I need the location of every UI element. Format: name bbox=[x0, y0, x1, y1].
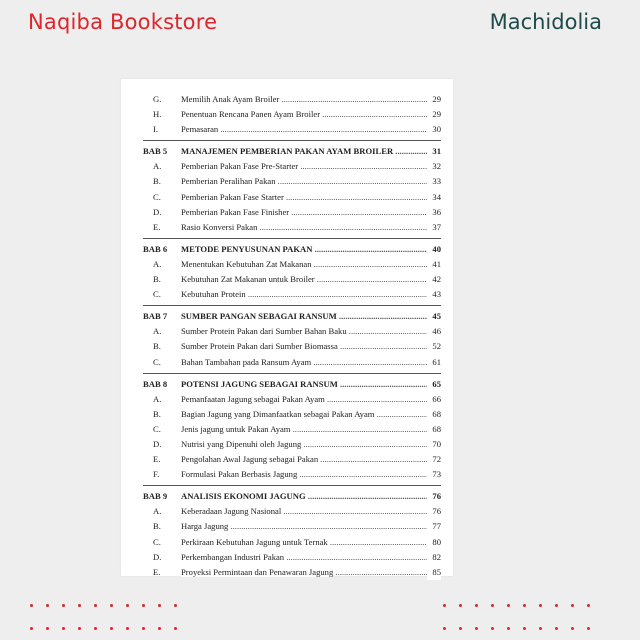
decorative-dots-left bbox=[30, 604, 177, 607]
toc-chapter-row bbox=[143, 377, 441, 392]
toc-item-row bbox=[143, 190, 441, 205]
toc-chapter-row bbox=[143, 144, 441, 159]
toc-entry-title bbox=[181, 339, 429, 354]
toc-entry-text: Keberadaan Jagung Nasional bbox=[181, 506, 282, 517]
toc-number: E. bbox=[153, 454, 161, 465]
decorative-dots-left-2 bbox=[30, 627, 177, 630]
toc-entry-title bbox=[181, 519, 429, 534]
decorative-dot bbox=[78, 627, 81, 630]
toc-number: BAB 5 bbox=[143, 146, 168, 157]
decorative-dot bbox=[523, 627, 526, 630]
toc-entry-title bbox=[181, 242, 429, 257]
toc-entry-title bbox=[181, 550, 429, 565]
toc-item-row bbox=[143, 220, 441, 235]
toc-item-row bbox=[143, 355, 441, 370]
toc-item-row bbox=[143, 107, 441, 122]
toc-entry-text: Perkiraan Kebutuhan Jagung untuk Ternak bbox=[181, 536, 328, 547]
decorative-dot bbox=[475, 604, 478, 607]
toc-item-row bbox=[143, 392, 441, 407]
decorative-dot bbox=[491, 604, 494, 607]
chapter-divider bbox=[143, 373, 441, 374]
toc-item-row bbox=[143, 422, 441, 437]
table-of-contents bbox=[143, 92, 441, 580]
toc-item-row bbox=[143, 339, 441, 354]
decorative-dot bbox=[587, 604, 590, 607]
toc-number: A. bbox=[153, 393, 162, 404]
toc-page-number: 29 bbox=[427, 107, 441, 122]
decorative-dot bbox=[110, 604, 113, 607]
decorative-dot bbox=[158, 627, 161, 630]
toc-entry-title bbox=[181, 422, 429, 437]
toc-entry-text: Harga Jagung bbox=[181, 521, 229, 532]
toc-number: B. bbox=[153, 521, 161, 532]
toc-entry-title bbox=[181, 144, 429, 159]
toc-page-number: 36 bbox=[427, 205, 441, 220]
toc-entry-text: Kebutuhan Zat Makanan untuk Broiler bbox=[181, 274, 315, 285]
toc-entry-title bbox=[181, 159, 429, 174]
toc-entry-title bbox=[181, 452, 429, 467]
decorative-dot bbox=[78, 604, 81, 607]
toc-entry-title bbox=[181, 489, 429, 504]
decorative-dot bbox=[46, 627, 49, 630]
toc-page-number: 41 bbox=[427, 257, 441, 272]
toc-entry-title bbox=[181, 324, 429, 339]
decorative-dot bbox=[459, 627, 462, 630]
toc-entry-title bbox=[181, 392, 429, 407]
toc-entry-title bbox=[181, 220, 429, 235]
decorative-dot bbox=[587, 627, 590, 630]
decorative-dot bbox=[523, 604, 526, 607]
toc-item-row bbox=[143, 535, 441, 550]
decorative-dot bbox=[62, 604, 65, 607]
toc-item-row bbox=[143, 467, 441, 482]
toc-page-number: 52 bbox=[427, 339, 441, 354]
toc-number: F. bbox=[153, 469, 160, 480]
chapter-divider bbox=[143, 305, 441, 306]
toc-entry-text: Pengolahan Awal Jagung sebagai Pakan bbox=[181, 454, 319, 465]
toc-entry-title bbox=[181, 190, 429, 205]
decorative-dot bbox=[507, 604, 510, 607]
toc-entry-text: Formulasi Pakan Berbasis Jagung bbox=[181, 469, 298, 480]
toc-entry-text: Bagian Jagung yang Dimanfaatkan sebagai Pakan Ayam bbox=[181, 408, 375, 419]
toc-entry-title bbox=[181, 437, 429, 452]
toc-entry-text: Rasio Konversi Pakan bbox=[181, 221, 258, 232]
toc-number: A. bbox=[153, 326, 162, 337]
toc-page-number: 82 bbox=[427, 550, 441, 565]
toc-entry-text: Memilih Anak Ayam Broiler bbox=[181, 94, 280, 104]
toc-entry-text: Sumber Protein Pakan dari Sumber Bahan Baku bbox=[181, 326, 347, 337]
toc-entry-title bbox=[181, 355, 429, 370]
toc-number: G. bbox=[153, 94, 162, 104]
toc-page-number: 34 bbox=[427, 190, 441, 205]
toc-number: B. bbox=[153, 176, 161, 187]
toc-entry-text: Pemasaran bbox=[181, 124, 219, 135]
toc-page-number: 70 bbox=[427, 437, 441, 452]
toc-number: BAB 8 bbox=[143, 378, 168, 389]
decorative-dot bbox=[46, 604, 49, 607]
toc-item-row bbox=[143, 519, 441, 534]
toc-entry-text: SUMBER PANGAN SEBAGAI RANSUM bbox=[181, 311, 337, 322]
toc-number: B. bbox=[153, 274, 161, 285]
decorative-dot bbox=[126, 627, 129, 630]
toc-entry-text: ANALISIS EKONOMI JAGUNG bbox=[181, 491, 306, 502]
toc-entry-text: Jenis jagung untuk Pakan Ayam bbox=[181, 423, 291, 434]
toc-entry-title bbox=[181, 377, 429, 392]
toc-entry-text: Pemanfaatan Jagung sebagai Pakan Ayam bbox=[181, 393, 325, 404]
toc-item-row bbox=[143, 257, 441, 272]
toc-number: D. bbox=[153, 206, 162, 217]
toc-entry-text: Nutrisi yang Dipenuhi oleh Jagung bbox=[181, 438, 302, 449]
toc-page-number: 80 bbox=[427, 535, 441, 550]
decorative-dot bbox=[94, 604, 97, 607]
toc-entry-title bbox=[181, 467, 429, 482]
toc-entry-title bbox=[181, 407, 429, 422]
toc-entry-title bbox=[181, 92, 429, 107]
toc-item-row bbox=[143, 92, 441, 107]
decorative-dot bbox=[555, 627, 558, 630]
toc-entry-title bbox=[181, 205, 429, 220]
toc-number: B. bbox=[153, 408, 161, 419]
toc-number: BAB 6 bbox=[143, 243, 168, 254]
toc-item-row bbox=[143, 407, 441, 422]
toc-page-number: 61 bbox=[427, 355, 441, 370]
toc-page-number: 40 bbox=[427, 242, 441, 257]
decorative-dot bbox=[571, 627, 574, 630]
toc-number: A. bbox=[153, 258, 162, 269]
decorative-dot bbox=[539, 627, 542, 630]
decorative-dot bbox=[158, 604, 161, 607]
toc-number: C. bbox=[153, 289, 161, 300]
toc-item-row bbox=[143, 174, 441, 189]
toc-entry-text: Pemberian Pakan Fase Finisher bbox=[181, 206, 290, 217]
decorative-dot bbox=[475, 627, 478, 630]
toc-entry-text: Kebutuhan Protein bbox=[181, 289, 246, 300]
toc-page-number: 76 bbox=[427, 504, 441, 519]
toc-entry-text: Proyeksi Permintaan dan Penawaran Jagung bbox=[181, 566, 334, 577]
chapter-divider bbox=[143, 140, 441, 141]
decorative-dot bbox=[174, 604, 177, 607]
toc-page-number: 33 bbox=[427, 174, 441, 189]
toc-number: I. bbox=[153, 124, 159, 135]
toc-entry-text: Pemberian Pakan Fase Pre-Starter bbox=[181, 161, 299, 172]
decorative-dot bbox=[443, 604, 446, 607]
chapter-divider bbox=[143, 485, 441, 486]
toc-page-number: 31 bbox=[427, 144, 441, 159]
toc-page-number: 65 bbox=[427, 377, 441, 392]
toc-entry-title bbox=[181, 565, 429, 580]
decorative-dot bbox=[142, 604, 145, 607]
toc-entry-text: MANAJEMEN PEMBERIAN PAKAN AYAM BROILER bbox=[181, 146, 394, 157]
decorative-dot bbox=[459, 604, 462, 607]
toc-entry-title bbox=[181, 309, 429, 324]
toc-entry-text: Pemberian Peralihan Pakan bbox=[181, 176, 276, 187]
toc-page-number: 37 bbox=[427, 220, 441, 235]
decorative-dots-right bbox=[443, 604, 590, 607]
toc-item-row bbox=[143, 437, 441, 452]
toc-page-number: 77 bbox=[427, 519, 441, 534]
toc-number: D. bbox=[153, 551, 162, 562]
toc-entry-title bbox=[181, 272, 429, 287]
toc-number: C. bbox=[153, 536, 161, 547]
toc-entry-text: Perkembangan Industri Pakan bbox=[181, 551, 285, 562]
toc-item-row bbox=[143, 550, 441, 565]
toc-page-number: 72 bbox=[427, 452, 441, 467]
toc-entry-title bbox=[181, 257, 429, 272]
toc-entry-title bbox=[181, 287, 429, 302]
toc-page-number: 42 bbox=[427, 272, 441, 287]
toc-entry-text: Penentuan Rencana Panen Ayam Broiler bbox=[181, 109, 321, 120]
toc-number: C. bbox=[153, 191, 161, 202]
toc-number: BAB 7 bbox=[143, 311, 168, 322]
toc-page-number: 76 bbox=[427, 489, 441, 504]
toc-page-number: 30 bbox=[427, 122, 441, 137]
toc-entry-text: Sumber Protein Pakan dari Sumber Biomassa bbox=[181, 341, 338, 352]
toc-page-number: 45 bbox=[427, 309, 441, 324]
toc-entry-text: Pemberian Pakan Fase Starter bbox=[181, 191, 284, 202]
toc-item-row bbox=[143, 272, 441, 287]
toc-number: E. bbox=[153, 221, 161, 232]
decorative-dot bbox=[443, 627, 446, 630]
decorative-dot bbox=[126, 604, 129, 607]
toc-item-row bbox=[143, 452, 441, 467]
brand-name: Machidolia bbox=[489, 10, 602, 34]
decorative-dot bbox=[491, 627, 494, 630]
toc-entry-title bbox=[181, 504, 429, 519]
toc-number: E. bbox=[153, 566, 161, 577]
toc-chapter-row bbox=[143, 309, 441, 324]
toc-entry-text: Menentukan Kebutuhan Zat Makanan bbox=[181, 258, 312, 269]
toc-number: BAB 9 bbox=[143, 491, 168, 502]
toc-page-number: 32 bbox=[427, 159, 441, 174]
decorative-dot bbox=[174, 627, 177, 630]
toc-page-number: 68 bbox=[427, 422, 441, 437]
toc-number: B. bbox=[153, 341, 161, 352]
toc-number: A. bbox=[153, 161, 162, 172]
toc-entry-text: POTENSI JAGUNG SEBAGAI RANSUM bbox=[181, 378, 338, 389]
decorative-dot bbox=[30, 627, 33, 630]
decorative-dot bbox=[62, 627, 65, 630]
toc-item-row bbox=[143, 565, 441, 580]
toc-item-row bbox=[143, 504, 441, 519]
toc-chapter-row bbox=[143, 242, 441, 257]
toc-entry-title bbox=[181, 535, 429, 550]
toc-number: H. bbox=[153, 109, 162, 120]
toc-page-number: 46 bbox=[427, 324, 441, 339]
decorative-dot bbox=[94, 627, 97, 630]
toc-item-row bbox=[143, 205, 441, 220]
decorative-dot bbox=[142, 627, 145, 630]
store-name: Naqiba Bookstore bbox=[28, 10, 218, 34]
toc-entry-text: METODE PENYUSUNAN PAKAN bbox=[181, 243, 313, 254]
toc-entry-title bbox=[181, 107, 429, 122]
decorative-dots-right-2 bbox=[443, 627, 590, 630]
toc-number: A. bbox=[153, 506, 162, 517]
toc-item-row bbox=[143, 159, 441, 174]
toc-page-number: 29 bbox=[427, 92, 441, 107]
toc-page-number: 68 bbox=[427, 407, 441, 422]
toc-chapter-row bbox=[143, 489, 441, 504]
toc-number: C. bbox=[153, 423, 161, 434]
toc-page-number: 66 bbox=[427, 392, 441, 407]
decorative-dot bbox=[30, 604, 33, 607]
toc-item-row bbox=[143, 324, 441, 339]
toc-page-number: 73 bbox=[427, 467, 441, 482]
toc-entry-text: Bahan Tambahan pada Ransum Ayam bbox=[181, 356, 312, 367]
decorative-dot bbox=[110, 627, 113, 630]
chapter-divider bbox=[143, 238, 441, 239]
decorative-dot bbox=[507, 627, 510, 630]
toc-number: C. bbox=[153, 356, 161, 367]
toc-item-row bbox=[143, 122, 441, 137]
toc-number: D. bbox=[153, 438, 162, 449]
toc-entry-title bbox=[181, 174, 429, 189]
toc-entry-title bbox=[181, 122, 429, 137]
toc-page-number: 43 bbox=[427, 287, 441, 302]
toc-page-number: 85 bbox=[427, 565, 441, 580]
decorative-dot bbox=[571, 604, 574, 607]
toc-page bbox=[121, 79, 453, 576]
decorative-dot bbox=[555, 604, 558, 607]
toc-item-row bbox=[143, 287, 441, 302]
decorative-dot bbox=[539, 604, 542, 607]
